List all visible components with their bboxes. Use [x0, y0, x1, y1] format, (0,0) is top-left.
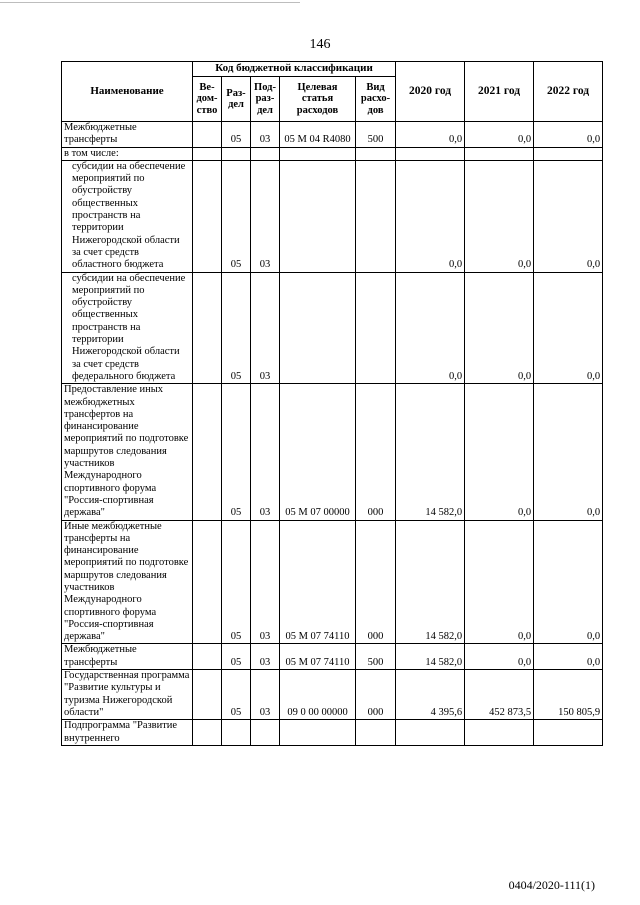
table-row [62, 147, 603, 160]
row-2021: 452 873,5 [465, 670, 534, 720]
row-2021: 0,0 [465, 160, 534, 272]
row-name: Подпрограмма "Развитие внутреннего [62, 720, 193, 746]
header-2020: 2020 год [396, 62, 465, 122]
row-razdel [222, 147, 251, 160]
document-id: 0404/2020-111(1) [508, 878, 595, 892]
row-vedomstvo [193, 272, 222, 384]
row-vedomstvo [193, 384, 222, 520]
row-2020: 0,0 [396, 272, 465, 384]
page-number: 146 [309, 37, 331, 52]
row-2020: 14 582,0 [396, 384, 465, 520]
row-2021: 0,0 [465, 272, 534, 384]
row-vid: 000 [356, 670, 396, 720]
row-vedomstvo [193, 122, 222, 148]
row-vid: 000 [356, 520, 396, 644]
row-2021 [465, 147, 534, 160]
row-2020: 0,0 [396, 160, 465, 272]
row-podrazdel: 03 [251, 670, 280, 720]
row-celevaya: 05 М 07 00000 [280, 384, 356, 520]
row-2021: 0,0 [465, 644, 534, 670]
row-vedomstvo [193, 644, 222, 670]
header-budget-code: Код бюджетной классификации [193, 62, 396, 77]
row-name: Межбюджетные трансферты [62, 122, 193, 148]
row-vedomstvo [193, 720, 222, 746]
row-razdel: 05 [222, 670, 251, 720]
header-vid: Вид расхо- дов [356, 77, 396, 122]
row-name: Иные межбюджетные трансферты на финансирование мероприятий по подготовке маршрутов следования участников Международного спортивного форума "Россия-спортивная держава" [62, 520, 193, 644]
table-row [62, 720, 603, 746]
row-vid [356, 147, 396, 160]
header-2021: 2021 год [465, 62, 534, 122]
row-celevaya [280, 720, 356, 746]
row-razdel [222, 720, 251, 746]
row-name: Государственная программа "Развитие культуры и туризма Нижегородской области" [62, 670, 193, 720]
row-razdel: 05 [222, 160, 251, 272]
row-2022 [534, 720, 603, 746]
row-2022: 150 805,9 [534, 670, 603, 720]
row-celevaya: 05 М 07 74110 [280, 520, 356, 644]
header-2022: 2022 год [534, 62, 603, 122]
row-2022 [534, 147, 603, 160]
row-vedomstvo [193, 670, 222, 720]
row-vedomstvo [193, 147, 222, 160]
row-podrazdel: 03 [251, 160, 280, 272]
row-podrazdel: 03 [251, 384, 280, 520]
row-vid: 500 [356, 122, 396, 148]
row-vid [356, 720, 396, 746]
table-row [62, 272, 603, 384]
table-row [62, 384, 603, 520]
row-podrazdel [251, 720, 280, 746]
row-name: Предоставление иных межбюджетных трансфертов на финансирование мероприятий по подготовке маршрутов следования участников Международного спортивного форума "Россия-спортивная держава" [62, 384, 193, 520]
row-podrazdel: 03 [251, 272, 280, 384]
row-2020 [396, 147, 465, 160]
row-vid [356, 272, 396, 384]
row-2020: 14 582,0 [396, 520, 465, 644]
row-razdel: 05 [222, 644, 251, 670]
row-2020: 4 395,6 [396, 670, 465, 720]
row-2020: 0,0 [396, 122, 465, 148]
row-podrazdel: 03 [251, 644, 280, 670]
row-celevaya: 09 0 00 00000 [280, 670, 356, 720]
table-row [62, 644, 603, 670]
row-razdel: 05 [222, 272, 251, 384]
row-razdel: 05 [222, 520, 251, 644]
table-row [62, 670, 603, 720]
row-celevaya [280, 160, 356, 272]
header-podrazdel: Под- раз- дел [251, 77, 280, 122]
row-name: субсидии на обеспечение мероприятий по обустройству общественных пространств на территории Нижегородской области за счет средств областного бюджета [62, 160, 193, 272]
row-2020 [396, 720, 465, 746]
row-vedomstvo [193, 520, 222, 644]
header-vedomstvo: Ве- дом- ство [193, 77, 222, 122]
table-row [62, 160, 603, 272]
row-vid: 500 [356, 644, 396, 670]
row-2022: 0,0 [534, 160, 603, 272]
row-name: субсидии на обеспечение мероприятий по обустройству общественных пространств на территории Нижегородской области за счет средств федерального бюджета [62, 272, 193, 384]
table-row [62, 520, 603, 644]
row-2022: 0,0 [534, 384, 603, 520]
row-celevaya: 05 М 07 74110 [280, 644, 356, 670]
budget-table [61, 61, 603, 746]
row-2021: 0,0 [465, 122, 534, 148]
row-celevaya [280, 147, 356, 160]
row-2021: 0,0 [465, 520, 534, 644]
row-2021: 0,0 [465, 384, 534, 520]
row-vedomstvo [193, 160, 222, 272]
row-celevaya [280, 272, 356, 384]
top-rule [0, 2, 300, 3]
row-2022: 0,0 [534, 644, 603, 670]
row-podrazdel: 03 [251, 122, 280, 148]
header-celevaya: Целевая статья расходов [280, 77, 356, 122]
header-razdel: Раз- дел [222, 77, 251, 122]
row-vid [356, 160, 396, 272]
header-name: Наименование [62, 62, 193, 122]
row-2022: 0,0 [534, 520, 603, 644]
row-vid: 000 [356, 384, 396, 520]
row-celevaya: 05 М 04 R4080 [280, 122, 356, 148]
row-podrazdel: 03 [251, 520, 280, 644]
row-razdel: 05 [222, 384, 251, 520]
row-podrazdel [251, 147, 280, 160]
row-2020: 14 582,0 [396, 644, 465, 670]
row-name: Межбюджетные трансферты [62, 644, 193, 670]
row-2022: 0,0 [534, 122, 603, 148]
row-razdel: 05 [222, 122, 251, 148]
row-2021 [465, 720, 534, 746]
row-2022: 0,0 [534, 272, 603, 384]
table-row [62, 122, 603, 148]
row-name: в том числе: [62, 147, 193, 160]
